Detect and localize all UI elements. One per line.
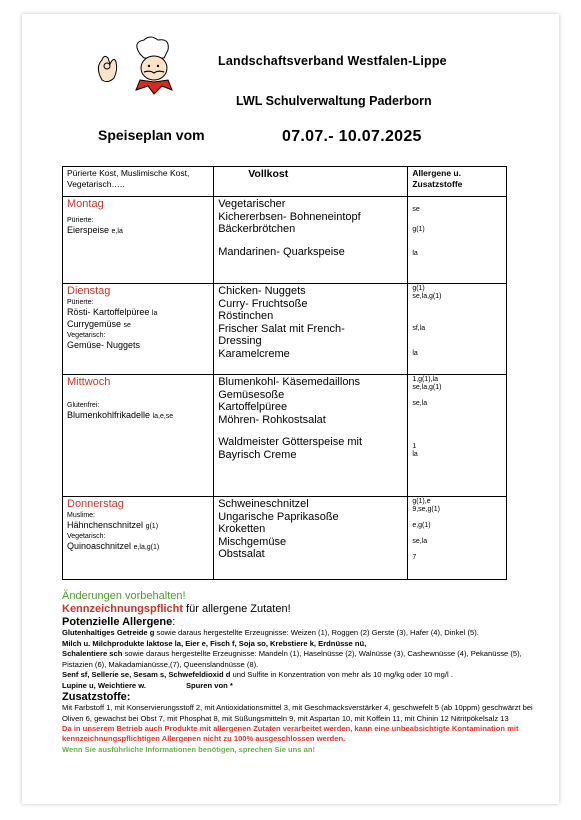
header-text: Pürierte Kost, Muslimische Kost, — [67, 168, 190, 178]
day-cell — [63, 375, 214, 497]
header-allergens — [408, 167, 507, 197]
allergen-code: la — [412, 350, 418, 357]
info-note: Wenn Sie ausführliche Informationen benötigen, sprechen Sie uns an! — [62, 745, 316, 754]
allergen-nuts: Schalentiere sch sowie daraus hergestellte Erzeugnisse: Mandeln (1), Haselnüsse (2), Walnüsse (3), Cashewnüsse (4), Pekanüsse (5), Pistazien (6), Makadamianüsse,(7), Queenslandnüsse (8). — [62, 649, 522, 669]
allergen-code: sf,la — [412, 325, 426, 332]
day-cell — [63, 197, 214, 284]
allergen-cell — [408, 375, 507, 497]
allergen-mustard: Senf sf, Sellerie se, Sesam s, Schwefeldioxid d und Sulfite in Konzentration von mehr als 10 mg/kg oder 10 mg/l . — [62, 670, 453, 679]
allergen-code: se,la,g(1) — [412, 293, 442, 300]
allergen-gluten: Glutenhaltiges Getreide g sowie daraus hergestellte Erzeugnisse: Weizen (1), Roggen (2) Gerste (3), Hafer (4), Dinkel (5). — [62, 628, 479, 637]
table-row — [63, 375, 507, 497]
notes-section — [62, 590, 552, 755]
dish-line: Dressing — [218, 335, 262, 347]
dish-line: Bayrisch Creme — [218, 448, 297, 461]
diet-label: Pürierte: — [67, 299, 94, 306]
allergen-code: 7 — [412, 554, 417, 561]
chef-icon — [92, 36, 184, 96]
diet-dish: Currygemüse se — [67, 319, 131, 329]
table-row — [63, 284, 507, 375]
dish-line: Blumenkohl- Käsemedaillons — [218, 376, 361, 388]
diet-dish: Eierspeise e,la — [67, 225, 123, 235]
main-dish-cell — [214, 375, 408, 497]
header-special-diets — [63, 167, 214, 197]
dish-line: Waldmeister Götterspeise mit — [218, 436, 363, 448]
day-cell — [63, 497, 214, 580]
main-dish-cell — [214, 497, 408, 580]
allergen-code: 1 — [412, 443, 417, 450]
header-text: Vegetarisch….. — [67, 179, 125, 189]
diet-dish: Blumenkohlfrikadelle la,e,se — [67, 410, 174, 420]
diet-label: Muslime: — [67, 512, 96, 519]
allergen-lupine: Lupine u, Weichtiere w. Spuren von * — [62, 680, 233, 690]
day-label: Montag — [67, 198, 104, 210]
diet-dish: Gemüse- Nuggets — [67, 340, 141, 350]
diet-dish: Quinoaschnitzel e,la,g(1) — [67, 541, 160, 551]
header-full-diet: Vollkost — [214, 167, 408, 197]
allergen-code: la — [412, 451, 418, 458]
dish-line: Karamelcreme — [218, 347, 290, 360]
dish-line: Vegetarischer — [218, 198, 286, 210]
dish-line: Mischgemüse — [218, 535, 287, 548]
allergen-milk: Milch u. Milchprodukte laktose la, Eier e, Fisch f, Soja so, Krebstiere k, Erdnüsse nü, — [62, 638, 367, 648]
allergen-code: la — [412, 250, 418, 257]
allergen-code: se,la,g(1) — [412, 384, 442, 391]
day-label: Donnerstag — [67, 498, 124, 510]
additives-text: Mit Farbstoff 1, mit Konservierungsstoff 2, mit Antioxidationsmittel 3, mit Geschmacksverstärker 4, geschwefelt 5 (ab 10ppm) geschwärzt bei Oliven 6, gewachst bei Obst 7, mit Phosphat 8, mit Süßungsmitteln 9, mit Aspartan 10, mit Koffein 11, mit Chinin 12 Nitritpökelsalz 13 — [62, 703, 533, 723]
dish-line: Curry- Fruchtsoße — [218, 297, 308, 310]
header-text: Zusatzstoffe — [412, 179, 463, 189]
dish-line: Obstsalat — [218, 548, 265, 560]
main-dish-cell — [214, 197, 408, 284]
table-header-row — [63, 167, 507, 197]
diet-dish: Hähnchenschnitzel g(1) — [67, 520, 159, 530]
dish-line: Kartoffelpüree — [218, 401, 288, 413]
day-cell — [63, 284, 214, 375]
allergen-code: se — [412, 206, 420, 213]
main-dish-cell — [214, 284, 408, 375]
diet-dish: Rösti- Kartoffelpüree la — [67, 307, 158, 317]
additives-heading: Zusatzstoffe: — [62, 691, 131, 703]
allergen-code: se,la — [412, 400, 428, 407]
diet-label: Glutenfrei: — [67, 402, 100, 409]
dish-line: Kroketten — [218, 523, 266, 535]
allergen-code: e,g(1) — [412, 522, 431, 529]
contamination-warning: Da in unserem Betrieb auch Produkte mit allergenen Zutaten verarbeitet werden, kann eine unbeabsichtigte Kontamination mit kennzeichnungspflichtigen Allergenen nicht zu 100% ausgeschlossen werden. — [62, 724, 519, 743]
table-row — [63, 497, 507, 580]
diet-label: Vegetarisch: — [67, 533, 106, 540]
dish-line: Möhren- Rohkostsalat — [218, 413, 326, 426]
day-label: Mittwoch — [67, 376, 111, 388]
dish-line: Ungarische Paprikasoße — [218, 510, 339, 523]
dish-line: Mandarinen- Quarkspeise — [218, 245, 345, 258]
dish-line: Chicken- Nuggets — [218, 285, 306, 297]
allergen-code: 1,g(1),la — [412, 376, 438, 383]
allergen-cell — [408, 497, 507, 580]
day-label: Dienstag — [67, 285, 111, 297]
header-text: Allergene u. — [412, 168, 461, 178]
label-duty-note: Kennzeichnungspflicht für allergene Zutaten! — [62, 603, 291, 615]
dish-line: Kichererbsen- Bohneneintopf — [218, 210, 361, 223]
allergen-code: 9,se,g(1) — [412, 506, 440, 513]
allergen-code: g(1) — [412, 226, 425, 233]
dish-line: Bäckerbrötchen — [218, 223, 296, 235]
diet-label: Pürierte: — [67, 217, 94, 224]
allergen-code: g(1) — [412, 285, 425, 292]
allergen-code: se,la — [412, 538, 428, 545]
menu-table — [62, 166, 507, 580]
dish-line: Schweineschnitzel — [218, 498, 309, 510]
allergens-heading: Potenzielle Allergene: — [62, 616, 176, 628]
allergen-cell — [408, 284, 507, 375]
org-name: Landschaftsverband Westfalen-Lippe — [218, 54, 447, 68]
org-department: LWL Schulverwaltung Paderborn — [236, 94, 432, 108]
table-row — [63, 197, 507, 284]
changes-note: Änderungen vorbehalten! — [62, 590, 186, 602]
menu-date-range: 07.07.- 10.07.2025 — [282, 128, 422, 145]
dish-line: Frischer Salat mit French- — [218, 322, 345, 335]
allergen-cell — [408, 197, 507, 284]
allergen-code: g(1),e — [412, 498, 431, 505]
dish-line: Röstinchen — [218, 310, 274, 322]
diet-label: Vegetarisch: — [67, 332, 106, 339]
menu-title: Speiseplan vom — [98, 127, 205, 143]
dish-line: Gemüsesoße — [218, 388, 285, 401]
